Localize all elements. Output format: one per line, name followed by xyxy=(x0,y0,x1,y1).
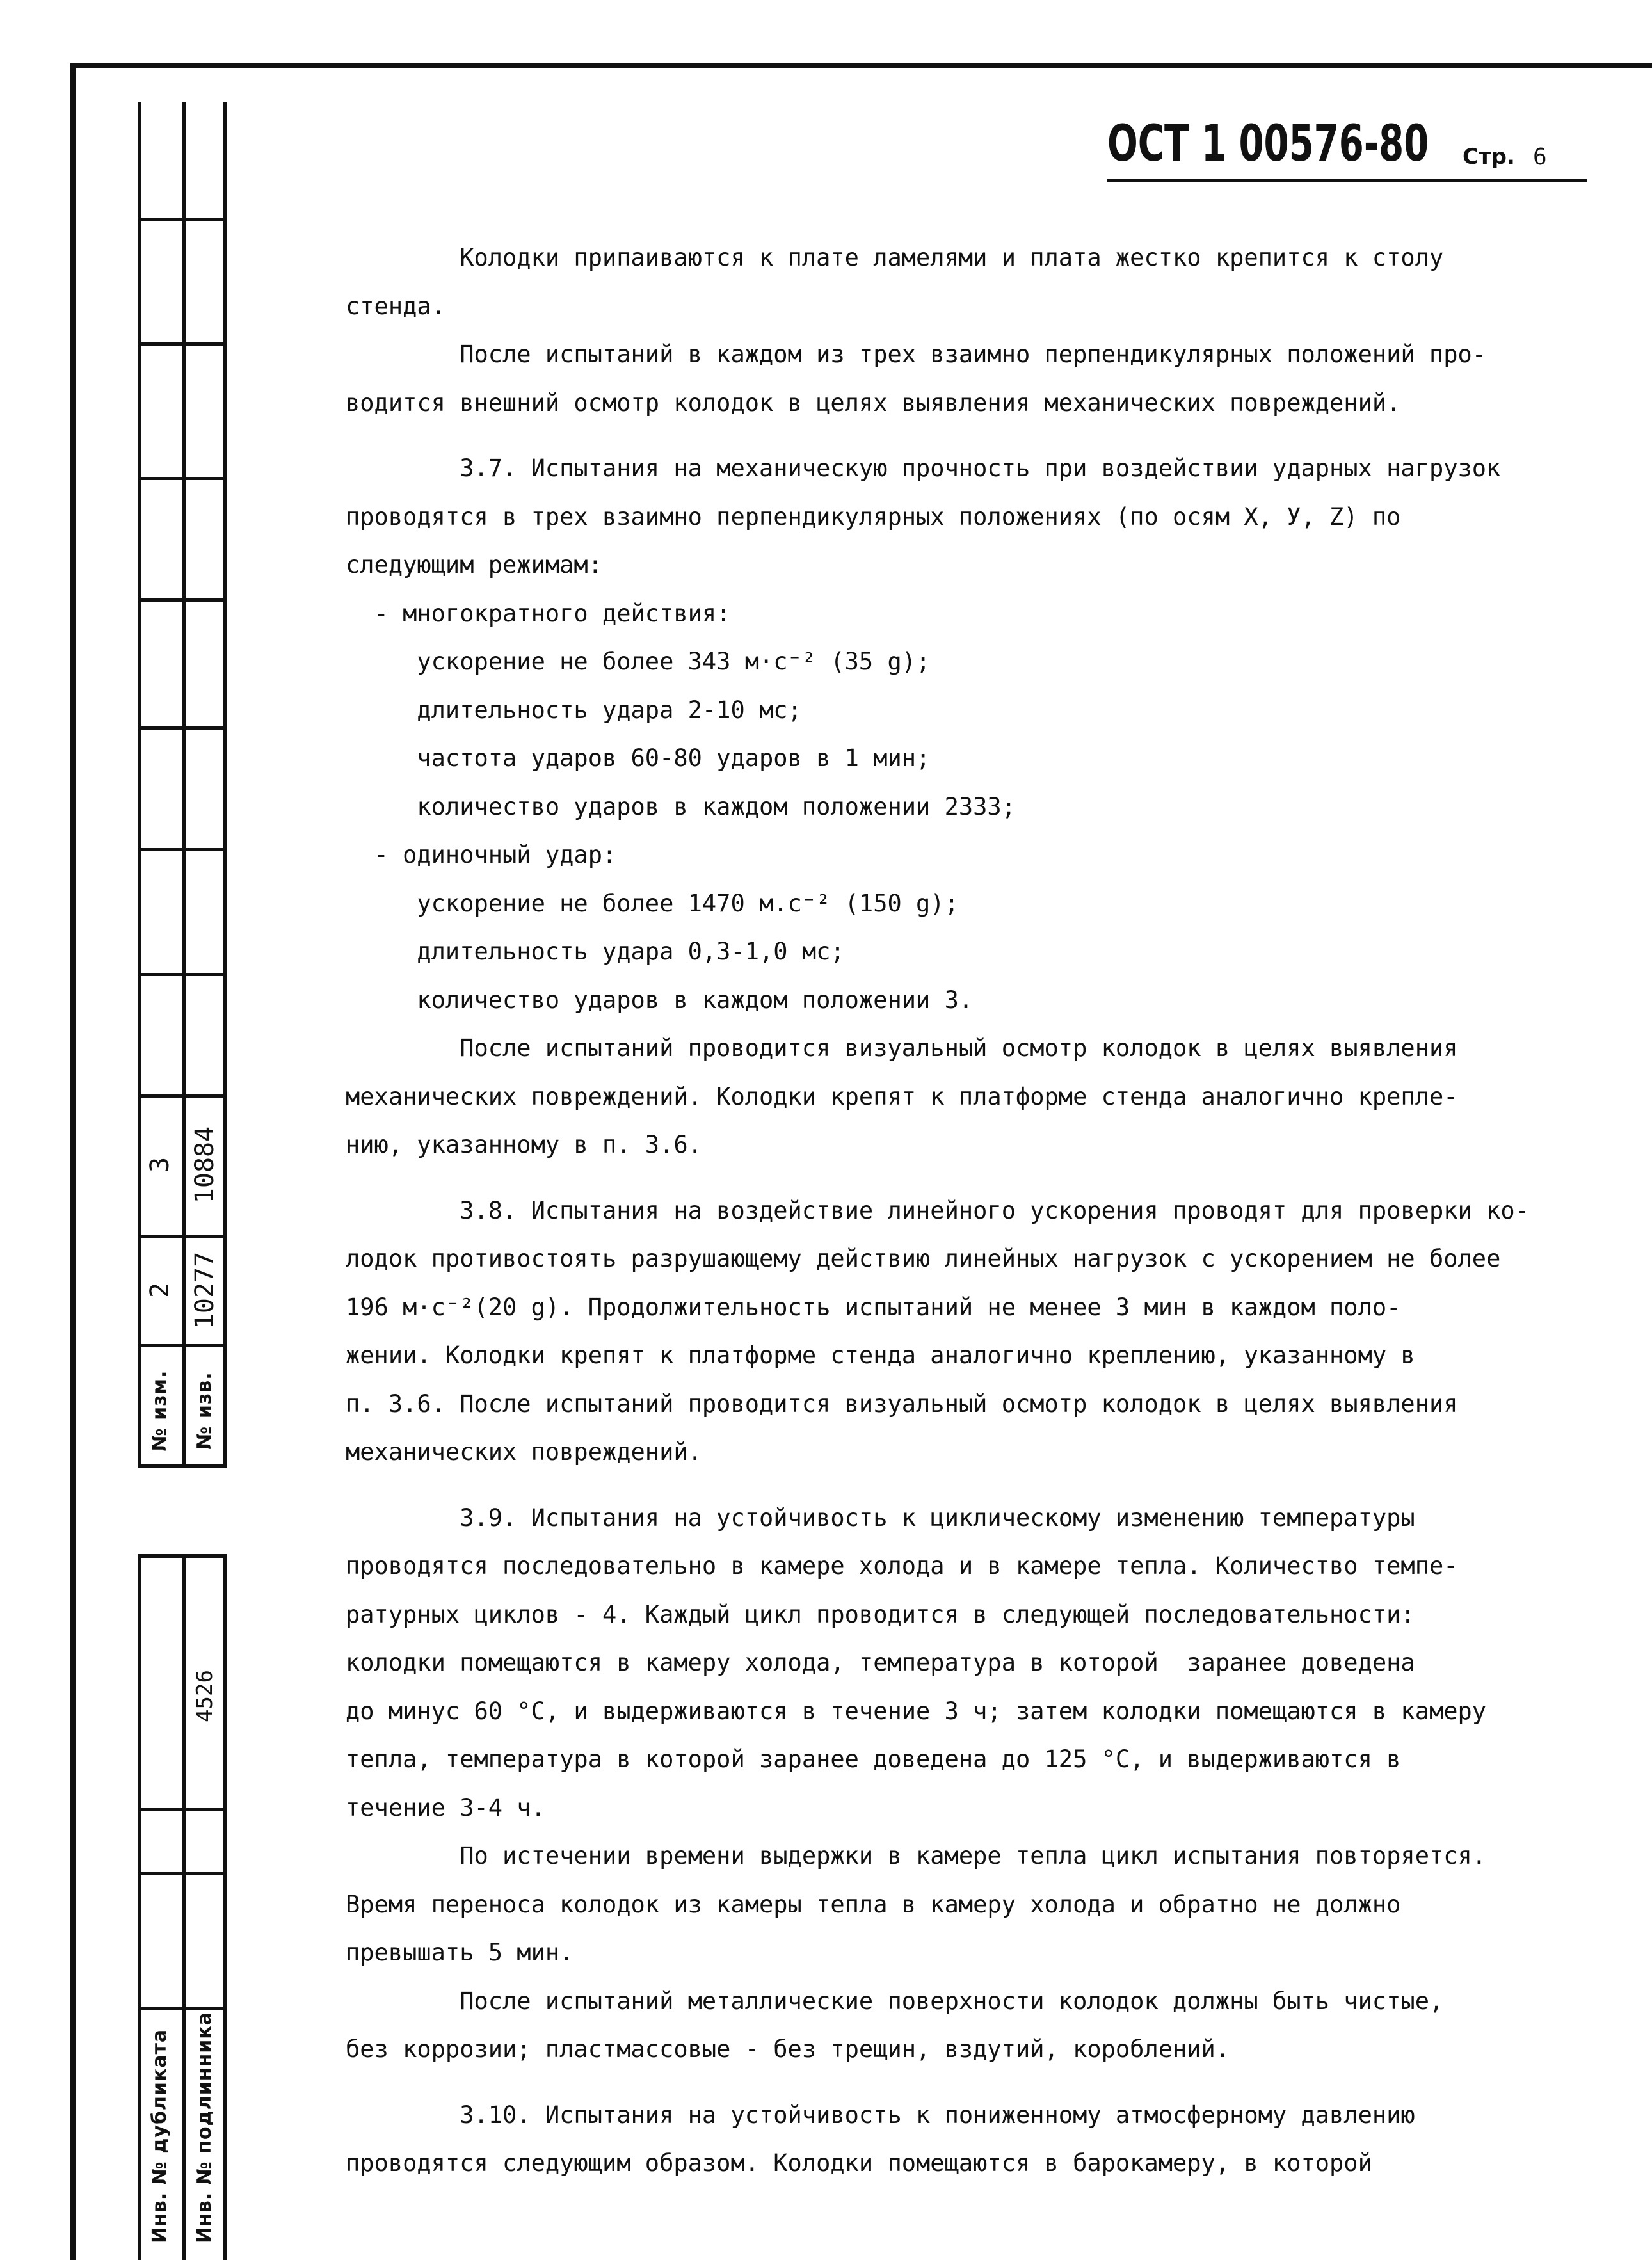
strip-line xyxy=(138,598,227,602)
body-line: Колодки припаиваются к плате ламелями и плата жестко крепится к столу xyxy=(346,244,1444,271)
document-code: ОСТ 1 00576-80 xyxy=(1107,115,1429,173)
body-line: тепла, температура в которой заранее доведена до 125 °С, и выдерживаются в xyxy=(346,1745,1401,1773)
body-line: ратурных циклов - 4. Каждый цикл проводится в следующей последовательности: xyxy=(346,1600,1415,1628)
body-line: стенда. xyxy=(346,292,445,320)
body-line: проводятся следующим образом. Колодки помещаются в барокамеру, в которой xyxy=(346,2149,1372,2177)
page-label: Стр. xyxy=(1463,144,1515,170)
change-number-label: № изм. xyxy=(148,1370,171,1452)
original-inventory-label: Инв. № подлинника xyxy=(193,2012,216,2243)
frame-top-border xyxy=(74,63,1652,68)
body-line: жении. Колодки крепят к платформе стенда аналогично креплению, указанному в xyxy=(346,1342,1415,1369)
body-line: превышать 5 мин. xyxy=(346,1939,574,1966)
body-line: 3.10. Испытания на устойчивость к пониженному атмосферному давлению xyxy=(346,2101,1415,2129)
strip-line xyxy=(223,102,227,1468)
strip-line xyxy=(138,2007,227,2010)
body-line: ускорение не более 1470 м.с⁻² (150 g); xyxy=(346,889,959,917)
page-number: 6 xyxy=(1533,144,1547,170)
strip-line xyxy=(138,342,227,346)
body-line: Время переноса колодок из камеры тепла в камеру холода и обратно не должно xyxy=(346,1890,1401,1918)
body-line: По истечении времени выдержки в камере тепла цикл испытания повторяется. xyxy=(346,1842,1487,1870)
document-body xyxy=(346,234,1536,2188)
body-line: После испытаний металлические поверхности колодок должны быть чистые, xyxy=(346,1987,1444,2015)
strip-line xyxy=(182,1554,186,2260)
body-line: до минус 60 °С, и выдерживаются в течение 3 ч; затем колодки помещаются в камеру xyxy=(346,1697,1487,1725)
body-line: лодок противостоять разрушающему действию линейных нагрузок с ускорением не более xyxy=(346,1245,1501,1272)
change-number-3: 3 xyxy=(145,1157,175,1173)
strip-line xyxy=(182,102,186,1468)
body-line: частота ударов 60-80 ударов в 1 мин; xyxy=(346,744,931,772)
body-line: проводятся в трех взаимно перпендикулярных положениях (по осям X, У, Z) по xyxy=(346,502,1401,531)
strip-line xyxy=(223,1554,227,2260)
page-header xyxy=(1107,115,1587,186)
frame-left-border xyxy=(70,63,76,2260)
strip-line xyxy=(138,973,227,976)
body-line: длительность удара 2-10 мс; xyxy=(346,696,802,724)
strip-line xyxy=(138,477,227,480)
body-line: следующим режимам: xyxy=(346,551,602,579)
strip-line xyxy=(138,102,141,1468)
body-line: нию, указанному в п. 3.6. xyxy=(346,1131,702,1158)
doc-number-10884: 10884 xyxy=(190,1126,220,1204)
body-line: механических повреждений. Колодки крепят к платформе стенда аналогично крепле- xyxy=(346,1082,1458,1110)
body-line: механических повреждений. xyxy=(346,1438,702,1466)
body-line: проводятся последовательно в камере холода и в камере тепла. Количество темпе- xyxy=(346,1552,1458,1580)
body-line: 3.9. Испытания на устойчивость к циклическому изменению температуры xyxy=(346,1503,1415,1532)
body-line: После испытаний в каждом из трех взаимно перпендикулярных положений про- xyxy=(346,341,1487,368)
strip-line xyxy=(138,848,227,851)
header-rule xyxy=(1107,179,1587,182)
body-line: водится внешний осмотр колодок в целях выявления механических повреждений. xyxy=(346,389,1401,417)
body-line: п. 3.6. После испытаний проводится визуальный осмотр колодок в целях выявления xyxy=(346,1390,1458,1418)
body-line: количество ударов в каждом положении 3. xyxy=(346,986,974,1014)
strip-line xyxy=(138,1808,227,1811)
body-line: течение 3-4 ч. xyxy=(346,1793,545,1822)
strip-line xyxy=(138,1554,141,2260)
body-line: количество ударов в каждом положении 2333; xyxy=(346,792,1016,821)
body-line: 3.8. Испытания на воздействие линейного ускорения проводят для проверки ко- xyxy=(346,1196,1529,1224)
strip-line xyxy=(138,1872,227,1875)
original-inventory-number: 4526 xyxy=(192,1670,218,1722)
duplicate-inventory-label: Инв. № дубликата xyxy=(148,2028,171,2243)
notice-number-label: № изв. xyxy=(193,1372,216,1450)
body-line: 3.7. Испытания на механическую прочность при воздействии ударных нагрузок xyxy=(346,454,1501,482)
strip-line xyxy=(138,218,227,221)
body-line: без коррозии; пластмассовые - без трещин, вздутий, короблений. xyxy=(346,2035,1230,2063)
doc-number-10277: 10277 xyxy=(190,1251,220,1329)
body-line: длительность удара 0,3-1,0 мс; xyxy=(346,938,845,965)
body-line: - многократного действия: xyxy=(346,599,731,627)
strip-line xyxy=(138,1094,227,1098)
body-line: колодки помещаются в камеру холода, температура в которой заранее доведена xyxy=(346,1649,1415,1676)
change-number-2: 2 xyxy=(145,1282,175,1299)
strip-line xyxy=(138,726,227,730)
body-line: - одиночный удар: xyxy=(346,841,617,869)
body-line: После испытаний проводится визуальный осмотр колодок в целях выявления xyxy=(346,1034,1458,1062)
body-line: ускорение не более 343 м·с⁻² (35 g); xyxy=(346,648,931,675)
body-line: 196 м·с⁻²(20 g). Продолжительность испытаний не менее 3 мин в каждом поло- xyxy=(346,1293,1401,1321)
margin-stamp-strip xyxy=(138,102,227,2260)
